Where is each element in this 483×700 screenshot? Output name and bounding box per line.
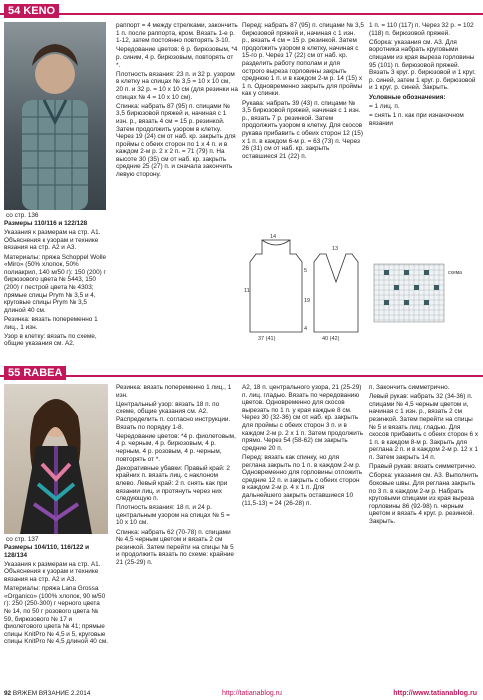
column-rabea-4: [369, 384, 479, 684]
sizes-heading: Размеры 104/110, 116/122 и 128/134: [4, 544, 89, 559]
dim-3: 5: [304, 268, 308, 274]
keno-col2-c: Плотность вязания: 23 п. и 32 р. узором в клетку на спицах № 3,5 = 10 х 10 см, 20 п. и 32 р. = 10 х 10 см (для резинки на спицах № 4 = 10 х 10 см).: [116, 70, 238, 101]
check-pattern-text: Узор в клетку: вязать по схеме, общие указания см. А2.: [4, 332, 97, 348]
section-number: 54: [8, 5, 21, 17]
keno-col2-a: раппорт = 4 между стрелками, закончить 1 п. после раппорта, кром. Вязать 1-е р. 1-12, затем постоянно повторять 3-10.: [116, 22, 238, 45]
model-photo-rabea: [4, 384, 108, 534]
rabea-col2-f: Спинка: набрать 62 (70-78) п. спицами № 4,5 черным цветом и вязать 2 см резинкой. Затем перейти на спицы № 5 и продолжить вязать по схеме: крайние 21 (25-29) п.: [116, 528, 234, 567]
column-keno-2: [116, 22, 238, 352]
rabea-col4-c: Правый рукав: вязать симметрично.: [369, 463, 477, 471]
legend-item-1: = 1 лиц. п.: [369, 102, 400, 110]
sizes-heading: Размеры 110/116 и 122/128: [4, 220, 88, 227]
section-rule-middle: [0, 375, 483, 377]
page-footer-left: [4, 690, 90, 697]
keno-col2-d: Спинка: набрать 87 (95) п. спицами № 3,5 бирюзовой пряжей и, начиная с 1 изн. р., вязать 4 см = 15 р. резинкой. Затем продолжить узором в клетку. Через 19 (24) см от наб. кр. закрыть для проймы с обеих сторон по 1 х 4 п. и в каждом 2-м р. 2 х 2 п. = 71 (79) п. На высоте 30 (35) см от наб. кр. закрыть средние 25 (27) п. и сначала закончить левую сторону.: [116, 102, 236, 179]
legend-item-2: = снять 1 п. как при изнаночном вязании: [369, 111, 464, 127]
keno-col3-b: Рукава: набрать 39 (43) п. спицами № 3,5 бирюзовой пряжей, начиная с 1 изн. р., вязать 7 р. резинкой. Затем продолжить узором в клетку. Для скосов рукава прибавить с обеих сторон 12 (15) х 1 п. в каждом 6-м р. = 63 (73) п. Через 26 (31) см от наб. кр. закрыть оставшиеся 21 (22) п.: [242, 99, 363, 160]
child-sweater-illustration: [4, 22, 106, 210]
rabea-col4-d: Сборка: указания см. А3. Выполнить боковые швы. Для реглана закрыть по 3 п. в каждом 2-м р. Набрать круговыми спицами из края выреза горловины 86 (92-98) п. черным цветом и вязать 4 круг. р. резинкой. Закрыть.: [369, 472, 479, 525]
materials-text: Материалы: пряжа Lana Grossa «Organico» (100% хлопок, 90 м/50 г): 250 (250-300) г черного цвета № 14, по 50 г розового цвета № 59, бирюзового № 17 и фиолетового цвета № 41; прямые спицы KnitPro № 4,5 и 5, круговые спицы KnitPro № 4,5 длиной 40 см.: [4, 585, 108, 646]
column-keno-1: [4, 220, 108, 365]
keno-col4-b: Сборка: указания см. А3. Для воротника набрать круговыми спицами из края выреза горловины 95 (101) п. бирюзовой пряжей. Вязать 3 круг. р. бирюзовой и 1 круг. р. синей, затем 1 круг. р. бирюзовой и 1 круг. р. синей. Закрыть.: [369, 38, 476, 92]
sizes-note: Указания к размерам на стр. А1. Объяснения к узорам и технике вязания на стр. А2 и А3.: [4, 560, 101, 583]
section-number: 55: [8, 367, 21, 379]
rabea-col2-e: Плотность вязания: 18 п. и 24 р. центральным узором на спицах № 5 = 10 х 10 см.: [116, 504, 230, 527]
chart-label: схема: [448, 270, 462, 276]
section-rule-top: [0, 13, 483, 15]
dim-4: 4: [304, 326, 308, 332]
watermark-url-right[interactable]: http://www.tatianablog.ru: [393, 690, 477, 697]
rabea-col2-a: Резинка: вязать попеременно 1 лиц., 1 изн.: [116, 384, 232, 399]
rib-text: Резинка: вязать попеременно 1 лиц., 1 изн.: [4, 315, 98, 331]
rabea-col3-a: А2, 18 п. центрального узора, 21 (25-29) п. лиц. гладью. Вязать по чередованию цветов. Одновременно для скосов вырезать по 1 п. у края каждые 8 см. Через 30 (32-36) см от наб. кр. закрыть для проймы с обеих сторон 3 п. и в каждом 2-м р. 2 х 1 п. Затем продолжить прямо. Через 54 (58-62) см закрыть средние 20 п.: [242, 384, 364, 452]
dim-7: 40 (42): [322, 336, 340, 342]
child-dress-illustration: [4, 384, 108, 534]
dim-1: 14: [270, 234, 277, 240]
watermark-url-mid[interactable]: http://tatianablog.ru: [222, 690, 282, 697]
keno-col4-a: 1 п. = 110 (117) п. Через 32 р. = 102 (118) п. бирюзовой пряжей.: [369, 22, 474, 37]
section-title: RABEA: [23, 367, 63, 379]
dim-2: 11: [244, 288, 250, 294]
rabea-col4-a: п. Закончить симметрично.: [369, 384, 450, 391]
rabea-col2-c: Чередование цветов: *4 р. фиолетовым, 4 р. черным, 4 р. бирюзовым, 4 р. черным, 4 р. розовым, 4 р. черным, повторять от *.: [116, 432, 236, 463]
column-rabea-2: [116, 384, 238, 684]
materials-text: Материалы: пряжа Schoppel Wolle «Miro» (50% хлопок, 50% полиакрил, 140 м/50 г): 150 (200) г бирюзового цвета № 5443, 150 (200) г пестрой цвета № 4303; прямые спицы Prym № 3,5 и 4, круговые спицы Prym № 3,5 длиной 40 см.: [4, 253, 107, 314]
column-keno-3: [242, 22, 364, 232]
column-rabea-1: [4, 544, 108, 684]
photo-caption: со стр. 136: [6, 212, 39, 219]
dim-8: 13: [332, 246, 339, 252]
column-rabea-3: [242, 384, 364, 684]
rabea-col3-b: Перед: вязать как спинку, но для реглана закрыть по 1 п. в каждом 2-м р. Одновременно для горловины отложить средние 12 п. и закрыть с обеих сторон в каждом 2-м р. 4 х 1 п. Для дальнейшего закрыть оставшиеся 10 (11,5-13) = 24 (26-28) п.: [242, 453, 363, 507]
section-header-keno: [4, 4, 59, 18]
section-title: KENO: [23, 5, 56, 17]
sizes-note: Указания к размерам на стр. А1. Объяснения к узорам и технике вязания на стр. А2 и А3.: [4, 229, 101, 252]
page-number: 92: [4, 690, 12, 697]
model-photo-keno: [4, 22, 106, 210]
photo-caption: со стр. 137: [6, 536, 39, 543]
rabea-col2-d: Декоративные убавки: Правый край: 2 крайних п. вязать лиц. с наклоном влево. Левый край: 2 п. снять как при вязании лиц. и протянуть через них следующую п.: [116, 464, 230, 503]
dim-5: 19: [304, 298, 311, 304]
garment-schematic: [244, 232, 366, 342]
column-keno-4: [369, 22, 479, 262]
rabea-col2-b: Центральный узор: вязать 18 п. по схеме, общие указания см. А2. Распределить п. согласно инструкции. Вязать по порядку 1-8.: [116, 400, 231, 431]
check-pattern-chart: [372, 262, 472, 332]
keno-col3-a: Перед: набрать 87 (95) п. спицами № 3,5 бирюзовой пряжей и, начиная с 1 изн. р., вязать 4 см = 15 р. резинкой. Затем продолжить узором в клетку, начиная с 15-го р. Через 17 (22) см от наб. кр. разделить работу пополам и для острого выреза горловины закрыть среднюю 1 п. и в каждом 2-м р. 14 (15) х 1 п. Одновременно закрыть для проймы как у спинки.: [242, 22, 364, 98]
dim-6: 37 (41): [258, 336, 276, 342]
rabea-col4-b: Левый рукав: набрать 32 (34-36) п. спицами № 4,5 черным цветом и, начиная с 1 изн. р., вязать 2 см резинкой. Затем перейти на спицы № 5 и вязать лиц. гладью. Для скосов прибавить с обеих сторон 6 х 1 п. в каждом 8-м р. Закрыть для реглана 2 п. и в каждом 2-м р. 12 х 1 п. Затем закрыть 14 п.: [369, 393, 479, 461]
legend-title: Условные обозначения:: [369, 93, 446, 101]
section-header-rabea: [4, 366, 66, 380]
magazine-name: ВЯЖЕМ ВЯЗАНИЕ 2.2014: [12, 690, 91, 697]
keno-col2-b: Чередование цветов: 6 р. бирюзовым, *4 р. синим, 4 р. бирюзовым, повторять от *.: [116, 46, 238, 69]
